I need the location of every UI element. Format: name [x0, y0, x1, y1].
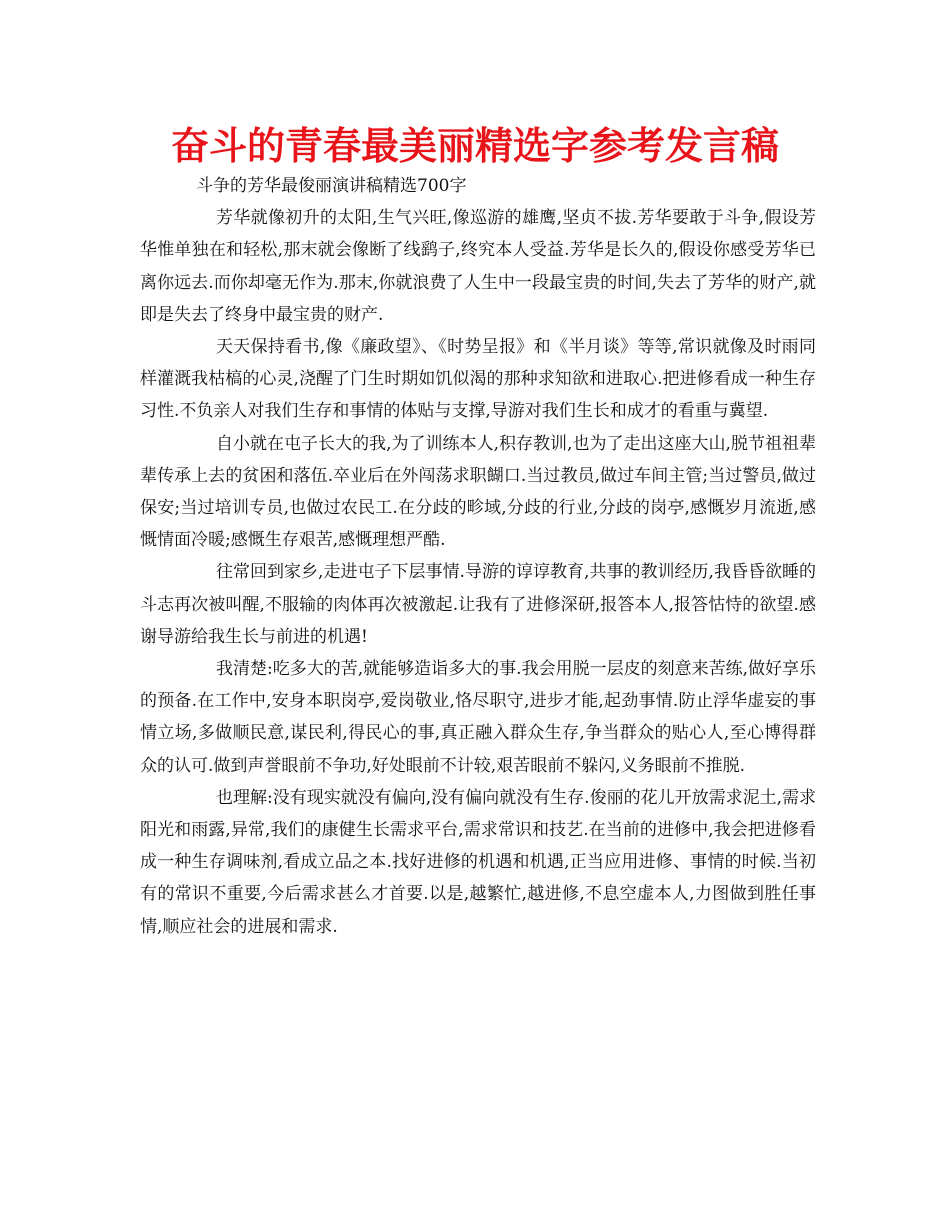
paragraph-5: 我清楚:吃多大的苦,就能够造诣多大的事.我会用脱一层皮的刻意来苦练,做好享乐的预备.在工作中,安身本职岗亭,爱岗敬业,恪尽职守,进步才能,起劲事情.防止浮华虚妄的事情立场,多做顺民意,谋民利,得民心的事,真正融入群众生存,争当群众的贴心人,至心博得群众的认可.做到声誉眼前不争功,好处眼前不计较,艰苦眼前不躲闪,义务眼前不推脱. [140, 659, 816, 776]
paragraph-1: 芳华就像初升的太阳,生气兴旺,像巡游的雄鹰,坚贞不拔.芳华要敢于斗争,假设芳华惟单独在和轻松,那末就会像断了线鹞子,终究本人受益.芳华是长久的,假设你感受芳华已离你远去.而你却毫无作为.那末,你就浪费了人生中一段最宝贵的时间,失去了芳华的财产,就即是失去了终身中最宝贵的财产. [140, 208, 816, 325]
paragraph-3: 自小就在屯子长大的我,为了训练本人,积存教训,也为了走出这座大山,脱节祖祖辈辈传承上去的贫困和落伍.卒业后在外闯荡求职餬口.当过教员,做过车间主管;当过警员,做过保安;当过培训专员,也做过农民工.在分歧的畛域,分歧的行业,分歧的岗亭,感慨岁月流逝,感慨情面冷暖;感慨生存艰苦,感慨理想严酷. [140, 433, 816, 551]
document-body [140, 170, 816, 943]
paragraph-4: 往常回到家乡,走进屯子下层事情.导游的谆谆教育,共事的教训经历,我昏昏欲睡的斗志再次被叫醒,不服输的肉体再次被激起.让我有了进修深研,报答本人,报答怙恃的欲望.感谢导游给我生长与前进的机遇! [140, 562, 816, 647]
paragraph-2: 天天保持看书,像《廉政望》、《时势呈报》和《半月谈》等等,常识就像及时雨同样灌溉我枯槁的心灵,浇醒了门生时期如饥似渴的那种求知欲和进取心.把进修看成一种生存习性.不负亲人对我们生存和事情的体贴与支撑,导游对我们生长和成才的看重与冀望. [140, 337, 816, 422]
paragraph-6: 也理解:没有现实就没有偏向,没有偏向就没有生存.俊丽的花儿开放需求泥土,需求阳光和雨露,异常,我们的康健生长需求平台,需求常识和技艺.在当前的进修中,我会把进修看成一种生存调味剂,看成立品之本.找好进修的机遇和机遇,正当应用进修、事情的时候.当初有的常识不重要,今后需求甚么才首要.以是,越繁忙,越进修,不息空虚本人,力图做到胜任事情,顺应社会的进展和需求. [140, 787, 816, 937]
document-subtitle: 斗争的芳华最俊丽演讲稿精选700字 [196, 176, 467, 196]
document-title: 奋斗的青春最美丽精选字参考发言稿 [170, 124, 779, 168]
